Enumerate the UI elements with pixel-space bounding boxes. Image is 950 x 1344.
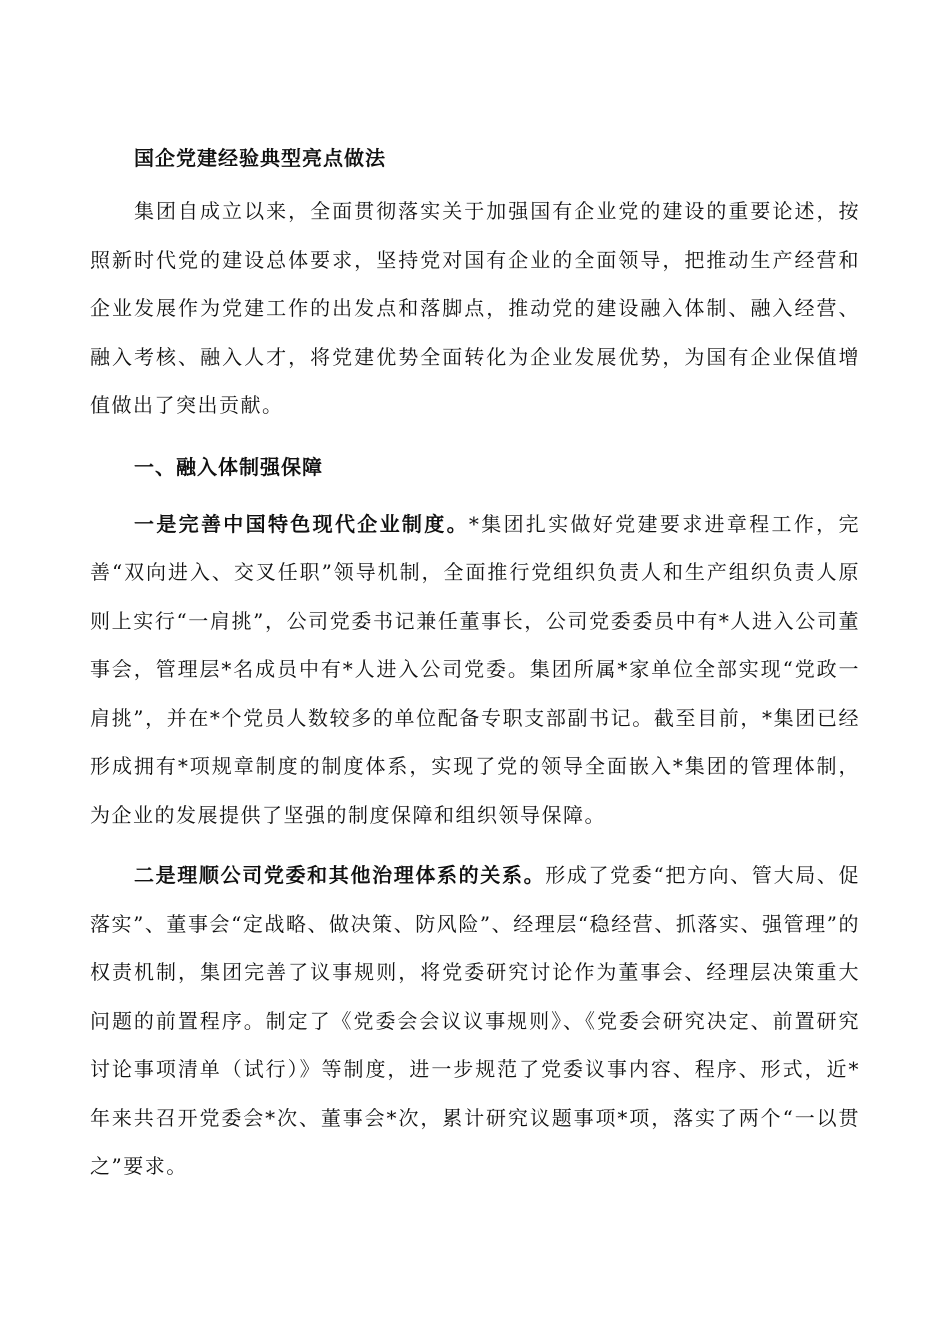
document-title: 国企党建经验典型亮点做法 [134, 146, 386, 170]
section-heading: 一、融入体制强保障 [134, 454, 323, 479]
paragraph-1 [90, 500, 860, 840]
document-page [90, 140, 860, 1191]
paragraph-1-text: *集团扎实做好党建要求进章程工作，完善“双向进入、交叉任职”领导机制，全面推行党组织负责人和生产组织负责人原则上实行“一肩挑”，公司党委书记兼任董事长，公司党委委员中有*人进入公司董事会，管理层*名成员中有*人进入公司党委。集团所属*家单位全部实现“党政一肩挑”，并在*个党员人数较多的单位配备专职支部副书记。截至目前，*集团已经形成拥有*项规章制度的制度体系，实现了党的领导全面嵌入*集团的管理体制，为企业的发展提供了坚强的制度保障和组织领导保障。 [90, 511, 860, 827]
paragraph-2-lead: 二是理顺公司党委和其他治理体系的关系。 [134, 863, 546, 887]
intro-paragraph: 集团自成立以来，全面贯彻落实关于加强国有企业党的建设的重要论述，按照新时代党的建设总体要求，坚持党对国有企业的全面领导，把推动生产经营和企业发展作为党建工作的出发点和落脚点，推动党的建设融入体制、融入经营、融入考核、融入人才，将党建优势全面转化为企业发展优势，为国有企业保值增值做出了突出贡献。 [90, 199, 860, 417]
paragraph-2-text: 形成了党委“把方向、管大局、促落实”、董事会“定战略、做决策、防风险”、经理层“稳经营、抓落实、强管理”的权责机制，集团完善了议事规则，将党委研究讨论作为董事会、经理层决策重大问题的前置程序。制定了《党委会会议议事规则》、《党委会研究决定、前置研究讨论事项清单（试行）》等制度，进一步规范了党委议事内容、程序、形式，近*年来共召开党委会*次、董事会*次，累计研究议题事项*项，落实了两个“一以贯之”要求。 [90, 863, 860, 1178]
paragraph-1-lead: 一是完善中国特色现代企业制度。 [134, 511, 469, 536]
paragraph-2 [90, 851, 860, 1191]
